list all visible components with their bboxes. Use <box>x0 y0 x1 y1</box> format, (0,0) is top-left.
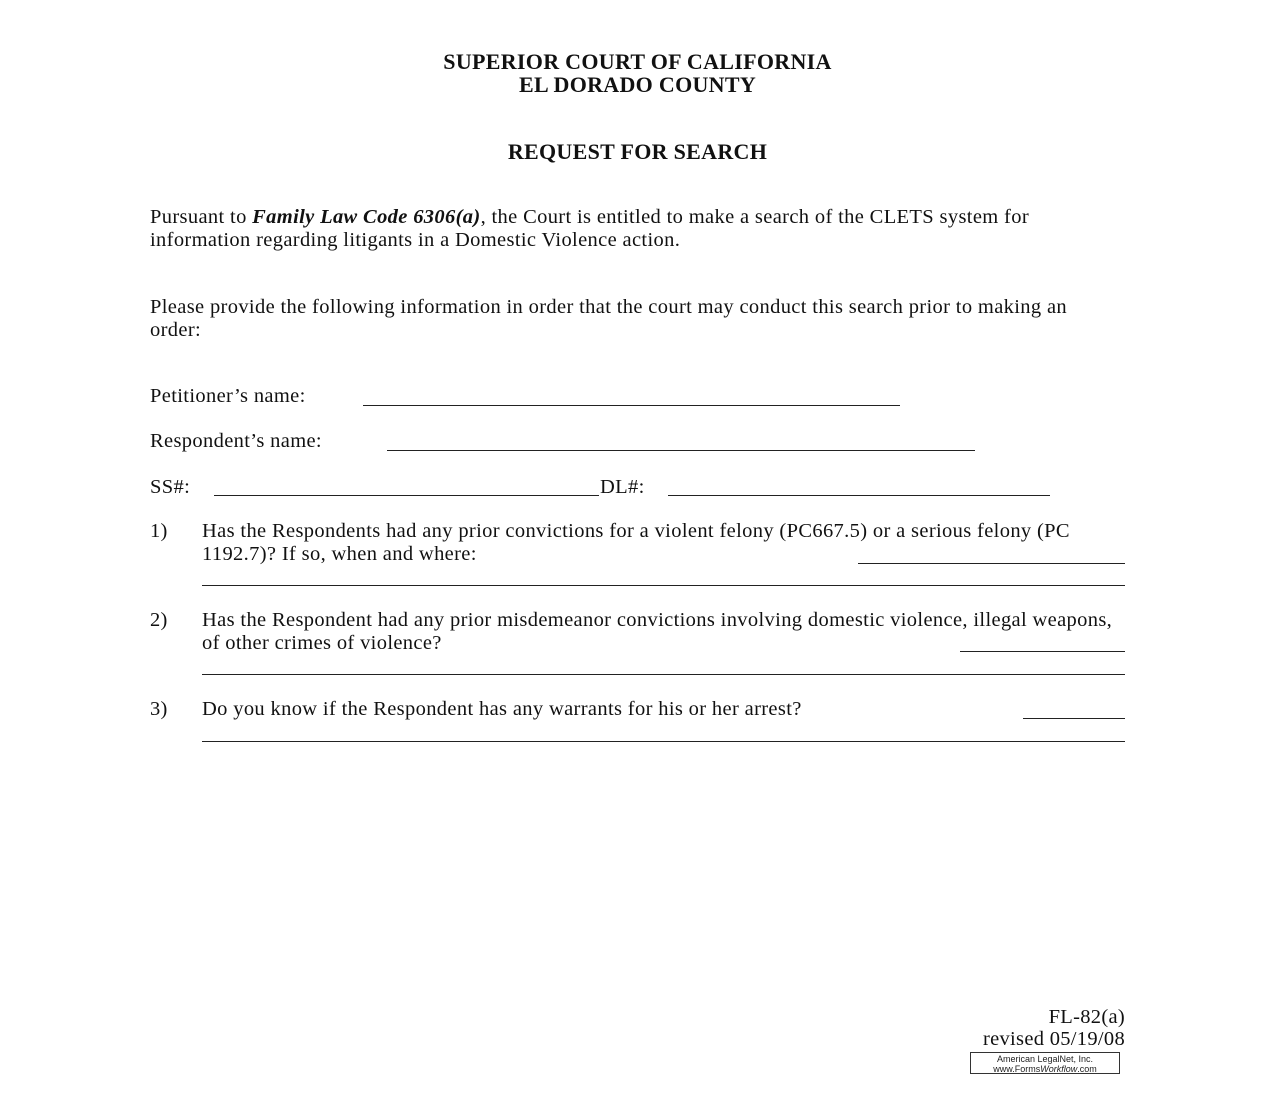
petitioner-name-field[interactable] <box>363 405 900 406</box>
form-number: FL-82(a) <box>1048 1006 1125 1028</box>
question-3-answer-field[interactable] <box>1023 718 1125 719</box>
intro-prefix: Pursuant to <box>150 206 253 228</box>
question-3-answer-line-2[interactable] <box>202 741 1125 742</box>
publisher-stamp <box>970 1052 1120 1074</box>
form-title: REQUEST FOR SEARCH <box>507 139 768 164</box>
intro-paragraph <box>150 206 1110 251</box>
ss-number-field[interactable] <box>214 495 599 496</box>
question-1-text: Has the Respondents had any prior convictions for a violent felony (PC667.5) or a serious felony (PC 1192.7)? If so, when and where: <box>202 520 1070 565</box>
question-1-answer-line-2[interactable] <box>202 585 1125 586</box>
ss-label: SS#: <box>150 476 191 498</box>
question-1-number: 1) <box>150 520 168 542</box>
family-law-code: Family Law Code 6306(a) <box>252 206 481 228</box>
court-name: SUPERIOR COURT OF CALIFORNIA <box>443 49 832 74</box>
intro-suffix: , the Court is entitled to make a search of the CLETS system for information regarding litigants in a Domestic Violence action. <box>150 206 1030 251</box>
question-3-number: 3) <box>150 698 168 720</box>
respondent-name-field[interactable] <box>387 450 975 451</box>
question-2-answer-line-2[interactable] <box>202 674 1125 675</box>
publisher-url: www.FormsWorkflow.com <box>993 1064 1097 1074</box>
question-1-answer-field[interactable] <box>858 563 1125 564</box>
respondent-label: Respondent’s name: <box>150 430 322 452</box>
county-name: EL DORADO COUNTY <box>518 72 757 97</box>
petitioner-label: Petitioner’s name: <box>150 385 306 407</box>
revised-date: revised 05/19/08 <box>982 1028 1125 1050</box>
publisher-name: American LegalNet, Inc. <box>996 1054 1094 1064</box>
dl-label: DL#: <box>600 476 645 498</box>
question-3-text: Do you know if the Respondent has any warrants for his or her arrest? <box>202 698 802 720</box>
dl-number-field[interactable] <box>668 495 1050 496</box>
instruction-paragraph: Please provide the following information in order that the court may conduct this search prior to making an order: <box>150 296 1068 341</box>
question-2-answer-field[interactable] <box>960 651 1125 652</box>
question-2-text: Has the Respondent had any prior misdemeanor convictions involving domestic violence, illegal weapons, of other crimes of violence? <box>202 609 1113 654</box>
question-2-number: 2) <box>150 609 168 631</box>
